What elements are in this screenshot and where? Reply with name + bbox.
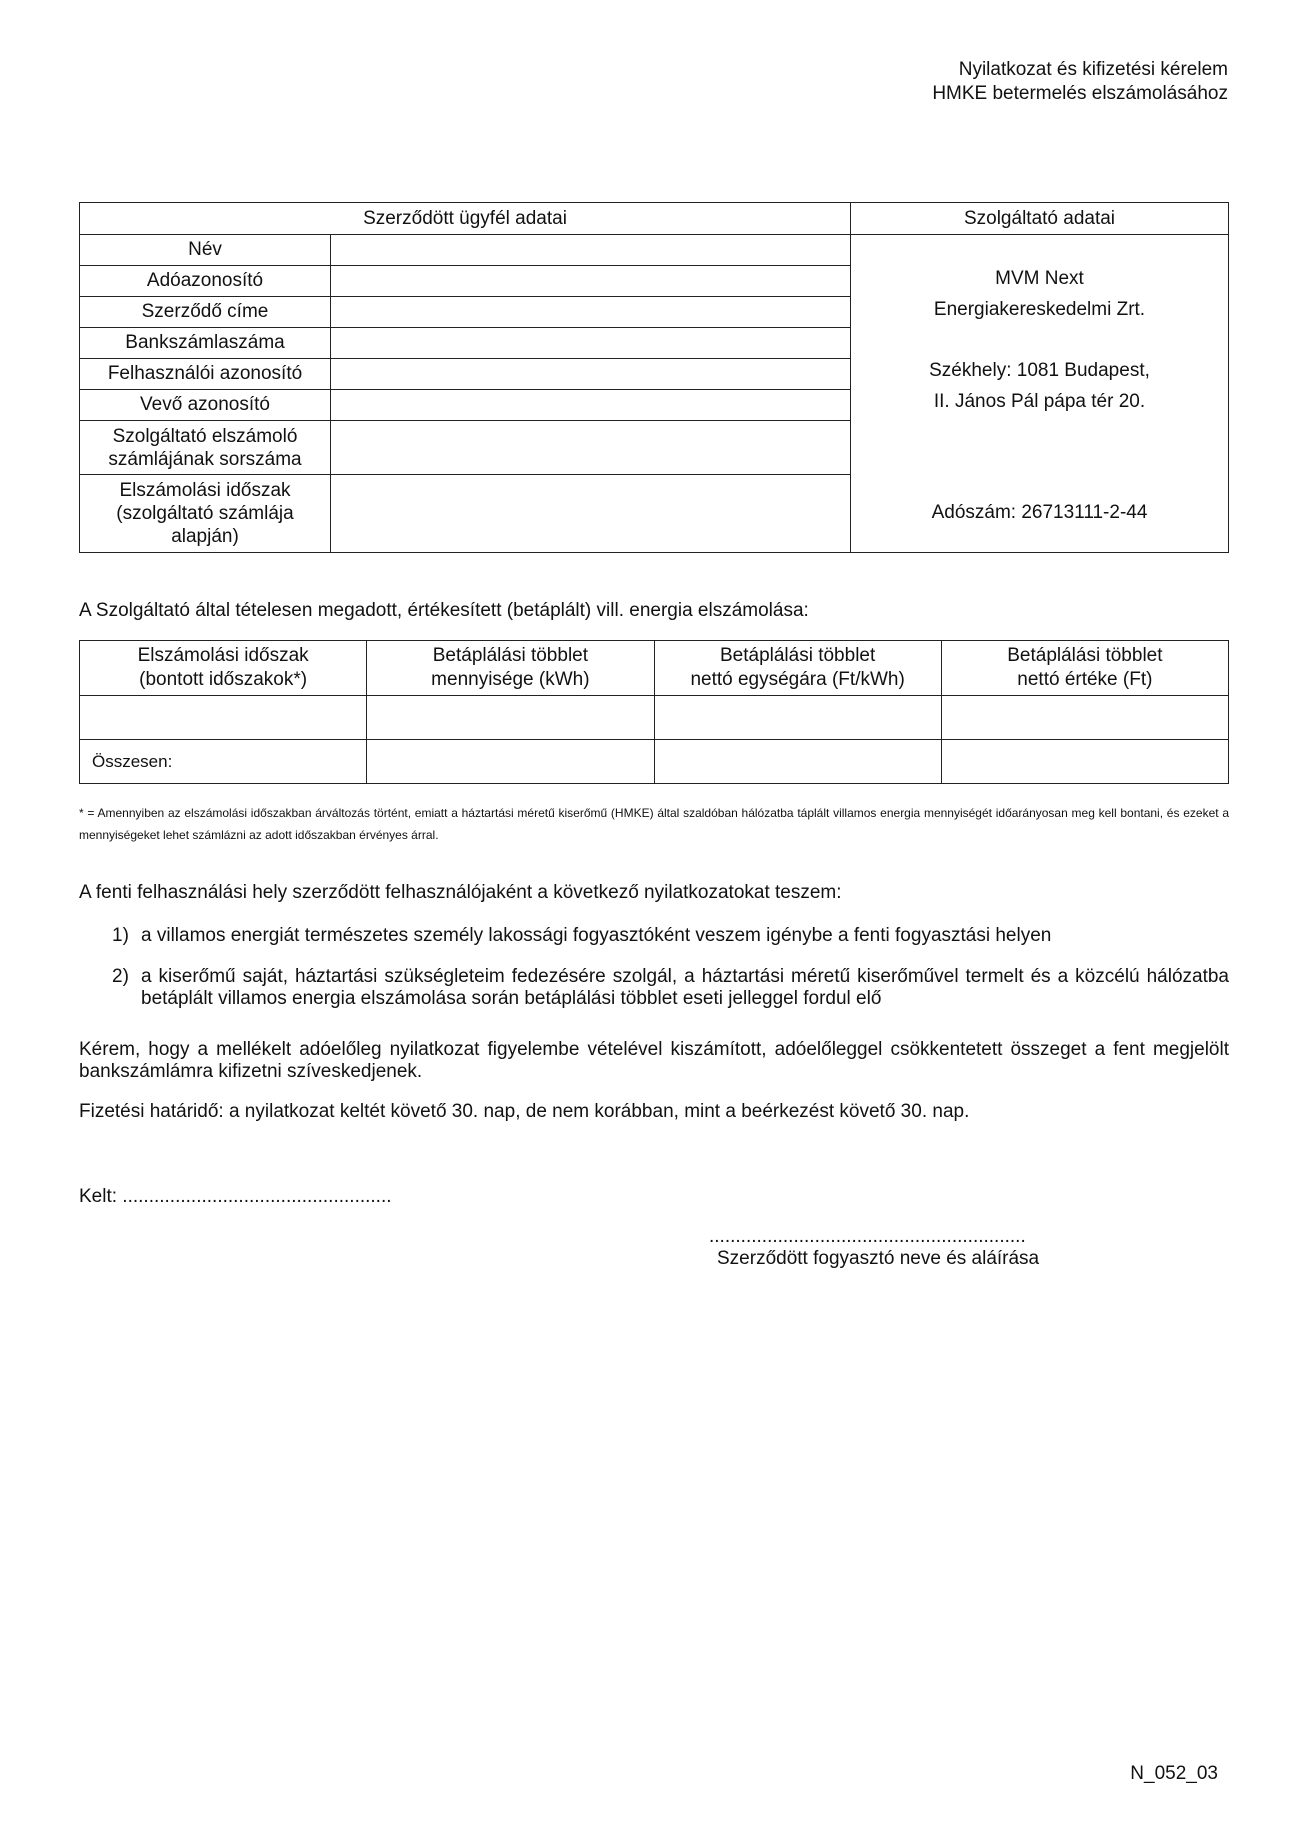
total-net-value-cell[interactable] (941, 740, 1228, 784)
total-quantity-cell[interactable] (367, 740, 654, 784)
period-cell[interactable] (80, 696, 367, 740)
user-id-field[interactable] (331, 359, 851, 390)
table-row (80, 696, 1229, 740)
party-data-table (79, 202, 1229, 553)
net-value-cell[interactable] (941, 696, 1228, 740)
label-user-id: Felhasználói azonosító (80, 359, 331, 390)
label-bank-account: Bankszámlaszáma (80, 328, 331, 359)
column-header-unit-price-line2: nettó egységára (Ft/kWh) (690, 669, 905, 690)
quantity-cell[interactable] (367, 696, 654, 740)
bank-account-field[interactable] (331, 328, 851, 359)
declaration-item-text: a kiserőmű saját, háztartási szükségleteim fedezésére szolgál, a háztartási méretű kiserőművel termelt és a közcélú hálózatba betáplált villamos energia elszámolása során betáplálási többlet eseti jelleggel fordul elő (141, 966, 1229, 1009)
label-invoice-number: Szolgáltató elszámoló számlájának sorszáma (80, 421, 331, 475)
column-header-net-value-line2: nettó értéke (Ft) (1017, 669, 1153, 690)
payment-request: Kérem, hogy a mellékelt adóelőleg nyilatkozat figyelembe vételével kiszámított, adóelőleggel csökkentetett összeget a fent megjelölt bankszámlámra kifizetni szíveskedjenek. (79, 1039, 1229, 1082)
column-header-period-line2: (bontott időszakok*) (139, 669, 308, 690)
client-data-header: Szerződött ügyfél adatai (80, 203, 851, 235)
settlement-intro: A Szolgáltató által tételesen megadott, értékesített (betáplált) vill. energia elszámolása: (79, 600, 809, 621)
footnote: * = Amennyiben az elszámolási időszakban árváltozás történt, emiatt a háztartási méretű kiserőmű (HMKE) által szaldóban hálózatba táplált villamos energia mennyiségét időarányosan meg kell bontani, és ezeket a mennyiségeket lehet számlázni az adott időszakban érvényes árral. (79, 806, 1229, 842)
total-row (80, 740, 1229, 784)
declaration-item-text: a villamos energiát természetes személy lakossági fogyasztóként veszem igénybe a fenti fogyasztási helyen (141, 925, 1052, 946)
signature-line[interactable]: ............................................................ (709, 1226, 1026, 1247)
invoice-number-field[interactable] (331, 421, 851, 475)
tax-id-field[interactable] (331, 266, 851, 297)
document-header (932, 58, 1228, 106)
payment-deadline: Fizetési határidő: a nyilatkozat keltét követő 30. nap, de nem korábban, mint a beérkezést követő 30. nap. (79, 1101, 970, 1122)
provider-tax-number: Adószám: 26713111-2-44 (931, 502, 1148, 523)
provider-address-line2: II. János Pál pápa tér 20. (933, 391, 1146, 412)
header-title-line2: HMKE betermelés elszámolásához (932, 83, 1228, 104)
billing-period-field[interactable] (331, 475, 851, 553)
declaration-item (112, 925, 1229, 947)
label-contract-address: Szerződő címe (80, 297, 331, 328)
customer-id-field[interactable] (331, 390, 851, 421)
column-header-period (80, 641, 367, 696)
contract-address-field[interactable] (331, 297, 851, 328)
label-customer-id: Vevő azonosító (80, 390, 331, 421)
name-field[interactable] (331, 235, 851, 266)
provider-data-header: Szolgáltató adatai (851, 203, 1229, 235)
column-header-unit-price (654, 641, 941, 696)
provider-name-line1: MVM Next (995, 268, 1084, 289)
total-label: Összesen: (80, 740, 367, 784)
provider-name-line2: Energiakereskedelmi Zrt. (933, 299, 1146, 320)
column-header-quantity (367, 641, 654, 696)
declaration-item-number: 1) (112, 925, 129, 946)
provider-address-line1: Székhely: 1081 Budapest, (929, 360, 1150, 381)
unit-price-cell[interactable] (654, 696, 941, 740)
total-unit-price-cell[interactable] (654, 740, 941, 784)
provider-details (851, 235, 1229, 553)
document-code: N_052_03 (1130, 1763, 1218, 1784)
declaration-intro: A fenti felhasználási hely szerződött felhasználójaként a következő nyilatkozatokat teszem: (79, 882, 842, 903)
column-header-net-value-line1: Betáplálási többlet (1007, 645, 1163, 666)
column-header-quantity-line2: mennyisége (kWh) (431, 669, 590, 690)
column-header-period-line1: Elszámolási időszak (137, 645, 309, 666)
label-name: Név (80, 235, 331, 266)
column-header-net-value (941, 641, 1228, 696)
declaration-item (112, 966, 1229, 1010)
declaration-item-number: 2) (112, 966, 129, 987)
label-billing-period: Elszámolási időszak (szolgáltató számlája alapján) (80, 475, 331, 553)
label-tax-id: Adóazonosító (80, 266, 331, 297)
header-title-line1: Nyilatkozat és kifizetési kérelem (958, 59, 1228, 80)
date-line[interactable]: Kelt: ................................................... (79, 1186, 392, 1207)
settlement-table (79, 640, 1229, 784)
column-header-unit-price-line1: Betáplálási többlet (719, 645, 876, 666)
column-header-quantity-line1: Betáplálási többlet (432, 645, 589, 666)
signature-label: Szerződött fogyasztó neve és aláírása (717, 1248, 1040, 1269)
